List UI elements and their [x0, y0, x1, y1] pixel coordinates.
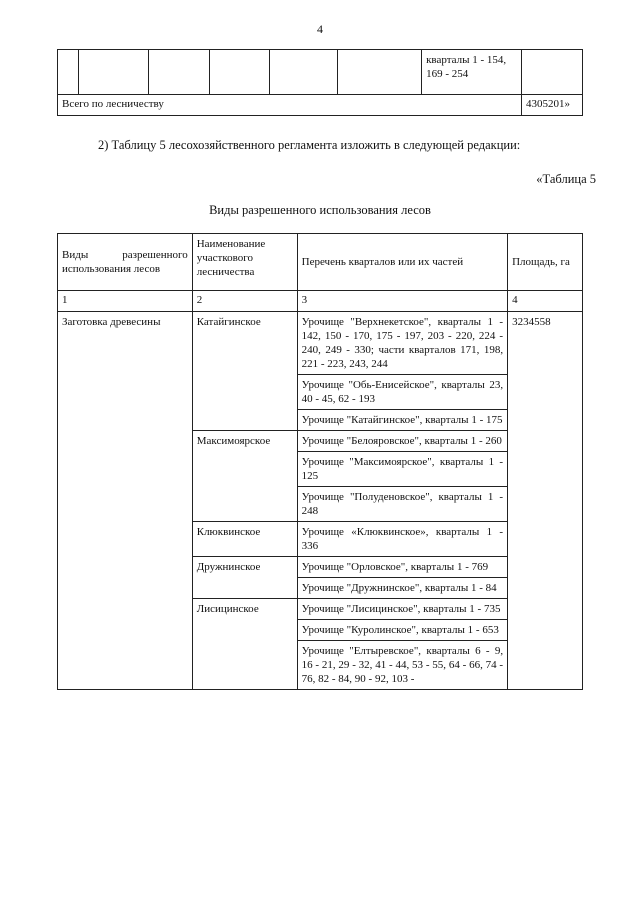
empty-cell	[148, 50, 209, 95]
quarters-cell: Урочище "Елтыревское", кварталы 6 - 9, 16 - 21, 29 - 32, 41 - 44, 53 - 55, 64 - 66, 74 - 76, 82 - 84, 90 - 92, 103 -	[297, 641, 507, 690]
forestry-cell: Клюквинское	[192, 522, 297, 557]
quarters-cell: Урочище "Обь-Енисейское", кварталы 23, 40 - 45, 62 - 193	[297, 375, 507, 410]
permitted-use-table	[57, 233, 583, 690]
quarters-cell: Урочище "Полуденовское", кварталы 1 - 248	[297, 487, 507, 522]
forestry-cell: Катайгинское	[192, 312, 297, 431]
header-row	[58, 234, 583, 291]
empty-cell	[521, 50, 582, 95]
empty-cell	[270, 50, 338, 95]
total-value: 4305201»	[521, 95, 582, 116]
empty-cell	[338, 50, 422, 95]
column-number: 2	[192, 291, 297, 312]
usage-cell: Заготовка древесины	[58, 312, 193, 690]
empty-cell	[58, 50, 79, 95]
header-forestry: Наименование участкового лесничества	[192, 234, 297, 291]
quarters-cell: Урочище "Куролинское", кварталы 1 - 653	[297, 620, 507, 641]
total-row	[58, 95, 583, 116]
column-number-row	[58, 291, 583, 312]
forestry-cell: Лисицинское	[192, 599, 297, 690]
table-row	[58, 50, 583, 95]
continuation-table	[57, 49, 583, 116]
header-quarters: Перечень кварталов или их частей	[297, 234, 507, 291]
quarters-cell: Урочище "Максимоярское", кварталы 1 - 125	[297, 452, 507, 487]
column-number: 3	[297, 291, 507, 312]
table-title: Виды разрешенного использования лесов	[209, 203, 431, 217]
forestry-cell: Максимоярское	[192, 431, 297, 522]
total-label: Всего по лесничеству	[58, 95, 522, 116]
quarters-cell: Урочище "Белояровское", кварталы 1 - 260	[297, 431, 507, 452]
quarters-cell: Урочище "Дружнинское", кварталы 1 - 84	[297, 578, 507, 599]
header-usage: Виды разрешенного использования лесов	[58, 234, 193, 291]
quarters-cell: Урочище "Верхнекетское", кварталы 1 - 142, 150 - 170, 175 - 197, 203 - 220, 224 - 240, 249 - 330; части кварталов 171, 198, 221 - 223, 243, 244	[297, 312, 507, 375]
quarters-cell: Урочище "Катайгинское", кварталы 1 - 175	[297, 410, 507, 431]
instruction-paragraph: 2) Таблицу 5 лесохозяйственного регламента изложить в следующей редакции:	[98, 138, 521, 152]
quarters-cell: Урочище "Лисицинское", кварталы 1 - 735	[297, 599, 507, 620]
quarters-cell: Урочище "Орловское", кварталы 1 - 769	[297, 557, 507, 578]
quarters-cell: Урочище «Клюквинское», кварталы 1 - 336	[297, 522, 507, 557]
page-number: 4	[317, 22, 323, 36]
area-cell: 3234558	[508, 312, 583, 690]
quarters-cell: кварталы 1 - 154, 169 - 254	[422, 50, 522, 95]
empty-cell	[78, 50, 148, 95]
table-row	[58, 312, 583, 375]
forestry-cell: Дружнинское	[192, 557, 297, 599]
header-area: Площадь, га	[508, 234, 583, 291]
table-reference: «Таблица 5	[536, 172, 596, 186]
column-number: 1	[58, 291, 193, 312]
empty-cell	[209, 50, 270, 95]
column-number: 4	[508, 291, 583, 312]
